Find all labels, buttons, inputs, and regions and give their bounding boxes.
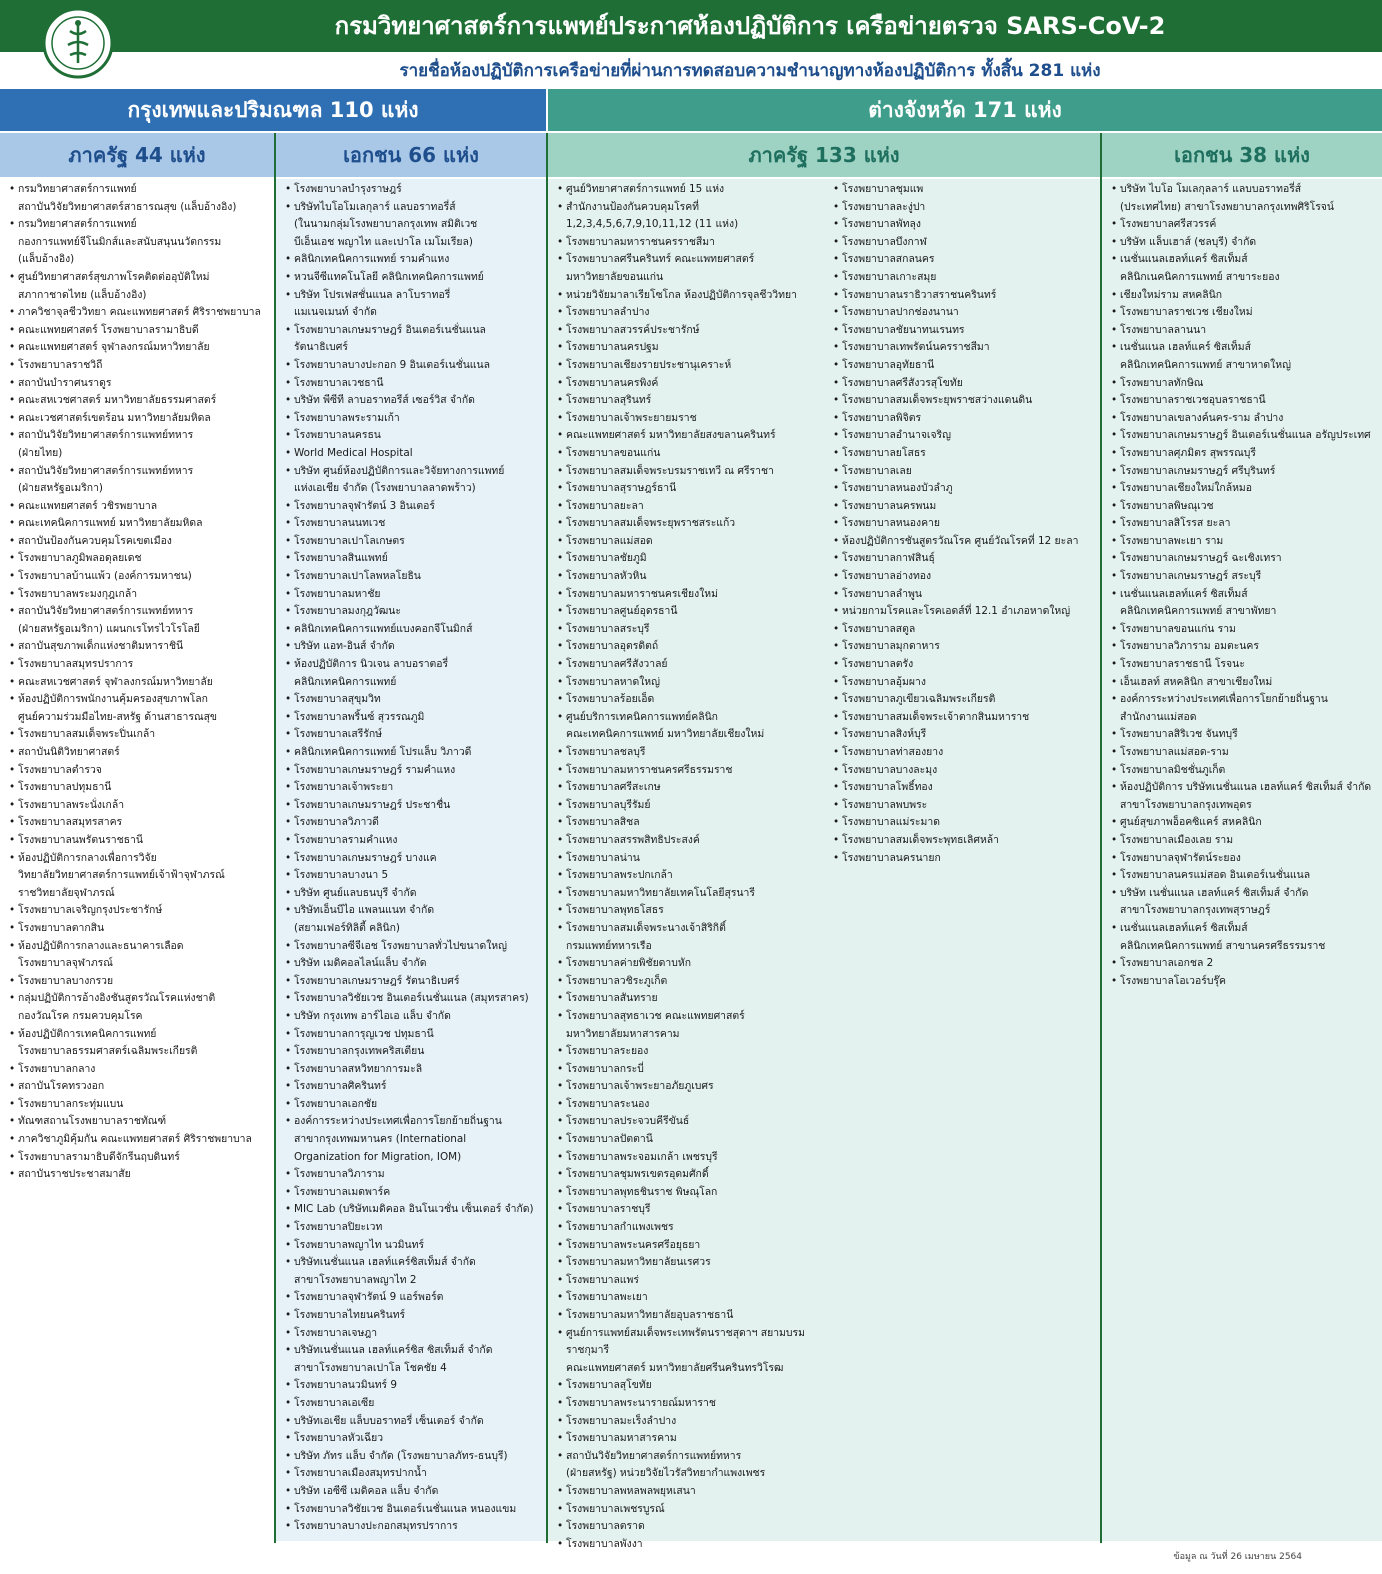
list-item: • โรงพยาบาลภูมิพลอดุลยเดช [18,550,270,568]
list-item: • โรงพยาบาลสวรรค์ประชารักษ์ [566,322,820,340]
list-item: • โรงพยาบาลพริ้นซ์ สุวรรณภูมิ [294,709,542,727]
list-item: • โรงพยาบาลพังงา [566,1536,820,1554]
list-item: • โรงพยาบาลพระมงกุฎเกล้า [18,586,270,604]
list-item: • โรงพยาบาลเกษมราษฎร์ สระบุรี [1120,568,1378,586]
list-item: • โรงพยาบาลแพร่ [566,1272,820,1290]
list-item: • โรงพยาบาลบ้านแพ้ว (องค์การมหาชน) [18,568,270,586]
list-item: • องค์การระหว่างประเทศเพื่อการโยกย้ายถิ่นฐาน สาขากรุงเทพมหานคร (International Organization for Migration, IOM) [294,1113,542,1166]
list-item: • ห้องปฏิบัติการเทคนิคการแพทย์ โรงพยาบาลธรรมศาสตร์เฉลิมพระเกียรติ [18,1026,270,1061]
list-item: • โรงพยาบาลพหลพลพยุหเสนา [566,1483,820,1501]
list-item: • โรงพยาบาลสรรพสิทธิประสงค์ [566,832,820,850]
list-item: • โรงพยาบาลโอเวอร์บรุ๊ค [1120,973,1378,991]
list-item: • บริษัท ภัทร แล็บ จำกัด (โรงพยาบาลภัทร-ธนบุรี) [294,1448,542,1466]
list-item: • บริษัท ศูนย์แลบธนบุรี จำกัด [294,885,542,903]
list-item: • โรงพยาบาลเสรีรักษ์ [294,726,542,744]
list-item: • โรงพยาบาลจุฬารัตน์ 3 อินเตอร์ [294,498,542,516]
list-item: • สถาบันวิจัยวิทยาศาสตร์การแพทย์ทหาร (ฝ่ายสหรัฐอเมริกา) แผนกเรโทรไวโรโลยี [18,603,270,638]
list-item: • โรงพยาบาลชลบุรี [566,744,820,762]
list-item: • โรงพยาบาลมหาวิทยาลัยเทคโนโลยีสุรนารี [566,885,820,903]
list-item: • โรงพยาบาลลำพูน [842,586,1096,604]
prov-private-header: เอกชน 38 แห่ง [1102,133,1382,177]
list-item: • บริษัท โปรเฟสชั่นแนล ลาโบราทอรี่ แมเนจเมนท์ จำกัด [294,287,542,322]
list-item: • กรมวิทยาศาสตร์การแพทย์ สถาบันวิจัยวิทยาศาสตร์สาธารณสุข (แล็บอ้างอิง) [18,181,270,216]
list-item: • สถาบันวิจัยวิทยาศาสตร์การแพทย์ทหาร (ฝ่ายไทย) [18,427,270,462]
list-item: • โรงพยาบาลศรีสังวาลย์ [566,656,820,674]
list-item: • โรงพยาบาลรามคำแหง [294,832,542,850]
list-item: • โรงพยาบาลบึงกาฬ [842,234,1096,252]
list-item: • โรงพยาบาลราชบุรี [566,1201,820,1219]
list-item: • โรงพยาบาลบางกรวย [18,973,270,991]
list-item: • โรงพยาบาลเกษมราษฎร์ อินเตอร์เนชั่นแนล รัตนาธิเบศร์ [294,322,542,357]
list-item: • คณะเวชศาสตร์เขตร้อน มหาวิทยาลัยมหิดล [18,410,270,428]
list-item: • โรงพยาบาลศูนย์อุดรธานี [566,603,820,621]
list-item: • บริษัทเนชั่นแนล เฮลท์แคร์ซิสเท็มส์ จำกัด สาขาโรงพยาบาลพญาไท 2 [294,1254,542,1289]
list-item: • กรมวิทยาศาสตร์การแพทย์ กองการแพทย์จีโนมิกส์และสนับสนุนนวัตกรรม (แล็บอ้างอิง) [18,216,270,269]
list-item: • ห้องปฏิบัติการ บริษัทเนชั่นแนล เฮลท์แคร์ ซิสเท็มส์ จำกัด สาขาโรงพยาบาลกรุงเทพอุดร [1120,779,1378,814]
list-item: • โรงพยาบาลสิโรรส ยะลา [1120,515,1378,533]
list-item: • สถาบันป้องกันควบคุมโรคเขตเมือง [18,533,270,551]
list-item: • โรงพยาบาลเอกชล 2 [1120,955,1378,973]
list-item: • ห้องปฏิบัติการกลางเพื่อการวิจัย วิทยาลัยวิทยาศาสตร์การแพทย์เจ้าฟ้าจุฬาภรณ์ ราชวิทยาลัยจุฬาภรณ์ [18,850,270,903]
list-item: • โรงพยาบาลราชวิถี [18,357,270,375]
list-item: • โรงพยาบาลวิภาวดี [294,814,542,832]
list-item: • ภาควิชาภูมิคุ้มกัน คณะแพทยศาสตร์ ศิริราชพยาบาล [18,1131,270,1149]
list-item: • โรงพยาบาลมหาสารคาม [566,1430,820,1448]
list-item: • โรงพยาบาลแม่สอด [566,533,820,551]
list-item: • โรงพยาบาลพะเยา [566,1289,820,1307]
list-item: • โรงพยาบาลลำปาง [566,304,820,322]
list-item: • โรงพยาบาลเมดพาร์ค [294,1184,542,1202]
list-item: • เนชั่นแนลเฮลท์แคร์ ซิสเท็มส์ คลินิกเทคนิคการแพทย์ สาขาพัทยา [1120,586,1378,621]
data-date-note: ข้อมูล ณ วันที่ 26 เมษายน 2564 [1173,1552,1302,1562]
list-item: • บริษัท เนชั่นแนล เฮลท์แคร์ ซิสเท็มส์ จำกัด สาขาโรงพยาบาลกรุงเทพสุราษฎร์ [1120,885,1378,920]
list-item: • โรงพยาบาลมงกุฎวัฒนะ [294,603,542,621]
list-item: • โรงพยาบาลมหาวิทยาลัยอุบลราชธานี [566,1307,820,1325]
list-item: • โรงพยาบาลปัตตานี [566,1131,820,1149]
list-item: • ศูนย์วิทยาศาสตร์สุขภาพโรคติดต่ออุบัติใหม่ สภากาชาดไทย (แล็บอ้างอิง) [18,269,270,304]
list-item: • โรงพยาบาลเจ้าพระยา [294,779,542,797]
list-item: • โรงพยาบาลนวมินทร์ 9 [294,1377,542,1395]
list-item: • โรงพยาบาลชุมแพ [842,181,1096,199]
page-title: กรมวิทยาศาสตร์การแพทย์ประกาศห้องปฏิบัติการ เครือข่ายตรวจ SARS-CoV-2 [334,12,1166,40]
list-item: • โรงพยาบาลนนทเวช [294,515,542,533]
list-item: • โรงพยาบาลสุขุมวิท [294,691,542,709]
list-item: • โรงพยาบาลสมเด็จพระยุพราชสระแก้ว [566,515,820,533]
list-item: • โรงพยาบาลบำรุงราษฎร์ [294,181,542,199]
list-item: • โรงพยาบาลภูเขียวเฉลิมพระเกียรติ [842,691,1096,709]
list-item: • โรงพยาบาลเจ้าพระยายมราช [566,410,820,428]
list-item: • โรงพยาบาลเกษมราษฎร์ ประชาชื่น [294,797,542,815]
list-item: • โรงพยาบาลเชียงรายประชานุเคราะห์ [566,357,820,375]
list-item: • โรงพยาบาลพุทธชินราช พิษณุโลก [566,1184,820,1202]
list-item: • โรงพยาบาลตราด [566,1518,820,1536]
list-item: • โรงพยาบาลค่ายพิชัยดาบหัก [566,955,820,973]
list-item: • โรงพยาบาลศรีสะเกษ [566,779,820,797]
list-item: • ศูนย์การแพทย์สมเด็จพระเทพรัตนราชสุดาฯ สยามบรมราชกุมารี คณะแพทยศาสตร์ มหาวิทยาลัยศรีนครินทรวิโรฒ [566,1325,820,1378]
list-item: • โรงพยาบาลท่าสองยาง [842,744,1096,762]
list-item: • บริษัทไบโอโมเลกุลาร์ แลบอราทอรี่ส์ (ในนามกลุ่มโรงพยาบาลกรุงเทพ สมิติเวช บีเอ็นเอช พญาไท และเปาโล เมโมเรียล) [294,199,542,252]
list-item: • โรงพยาบาลปิยะเวท [294,1219,542,1237]
list-item: • สถาบันนิติวิทยาศาสตร์ [18,744,270,762]
list-item: • โรงพยาบาลพิจิตร [842,410,1096,428]
list-item: • สถาบันวิจัยวิทยาศาสตร์การแพทย์ทหาร (ฝ่ายสหรัฐ) หน่วยวิจัยไวรัสวิทยากำแพงเพชร [566,1448,820,1483]
list-item: • โรงพยาบาลพระจอมเกล้า เพชรบุรี [566,1149,820,1167]
list-item: • โรงพยาบาลสินแพทย์ [294,550,542,568]
list-item: • บริษัทเอเชีย แล็บบอราทอรี่ เซ็นเตอร์ จำกัด [294,1413,542,1431]
list-item: • โรงพยาบาลซีจีเอช โรงพยาบาลทั่วไปขนาดใหญ่ [294,938,542,956]
list-item: • โรงพยาบาลกำแพงเพชร [566,1219,820,1237]
list-item: • โรงพยาบาลสมุทรสาคร [18,814,270,832]
list-item: • โรงพยาบาลเจษฎา [294,1325,542,1343]
list-item: • หวนจีซีแทคโนโลยี คลินิกเทคนิคการแพทย์ [294,269,542,287]
list-item: • โรงพยาบาลนครพิงค์ [566,375,820,393]
list-item: • โรงพยาบาลละงู่ปา [842,199,1096,217]
list-item: • โรงพยาบาลยโสธร [842,445,1096,463]
list-item: • โรงพยาบาลเปาโลพหลโยธิน [294,568,542,586]
list-item: • โรงพยาบาลเปาโลเกษตร [294,533,542,551]
list-item: • โรงพยาบาลมุกดาหาร [842,638,1096,656]
list-item: • โรงพยาบาลการุญเวช ปทุมธานี [294,1026,542,1044]
list-item: • ภาควิชาจุลชีววิทยา คณะแพทยศาสตร์ ศิริราชพยาบาล [18,304,270,322]
list-item: • โรงพยาบาลเกษมราษฎร์ บางแค [294,850,542,868]
region-provinces-header: ต่างจังหวัด 171 แห่ง [548,89,1382,131]
list-item: • โรงพยาบาลกระบี่ [566,1061,820,1079]
list-item: • โรงพยาบาลหนองคาย [842,515,1096,533]
list-item: • บริษัท ศูนย์ห้องปฏิบัติการและวิจัยทางการแพทย์ แห่งเอเชีย จำกัด (โรงพยาบาลลาดพร้าว) [294,463,542,498]
list-item: • โรงพยาบาลวิชัยเวช อินเตอร์เนชั่นแนล หนองแขม [294,1501,542,1519]
list-item: • โรงพยาบาลศรีสังวรสุโขทัย [842,375,1096,393]
list-item: • โรงพยาบาลชัยนาทนเรนทร [842,322,1096,340]
list-item: • เนชั่นแนลเฮลท์แคร์ ซิสเท็มส์ คลินิกเนคนิคการแพทย์ สาขาระยอง [1120,251,1378,286]
list-item: • โรงพยาบาลราชเวช เชียงใหม่ [1120,304,1378,322]
department-seal-icon [38,4,118,86]
column-divider [1100,133,1102,1543]
list-item: • โรงพยาบาลสันทราย [566,990,820,1008]
list-item: • โรงพยาบาลวิภาราม อมตะนคร [1120,638,1378,656]
list-item: • โรงพยาบาลมหาชัย [294,586,542,604]
list-item: • โรงพยาบาลมหาวิทยาลัยนเรศวร [566,1254,820,1272]
list-item: • คณะสหเวชศาสตร์ จุฬาลงกรณ์มหาวิทยาลัย [18,674,270,692]
list-item: • โรงพยาบาลอ่างทอง [842,568,1096,586]
list-item: • โรงพยาบาลบางละมุง [842,762,1096,780]
list-item: • โรงพยาบาลสิงห์บุรี [842,726,1096,744]
list-item: • โรงพยาบาลจุฬารัตน์ 9 แอร์พอร์ต [294,1289,542,1307]
list-item: • โรงพยาบาลเมืองเลย ราม [1120,832,1378,850]
list-item: • โรงพยาบาลพระนครศรีอยุธยา [566,1237,820,1255]
list-item: • โรงพยาบาลระยอง [566,1043,820,1061]
list-item: • สถาบันโรคทรวงอก [18,1078,270,1096]
list-item: • โรงพยาบาลโพธิ์ทอง [842,779,1096,797]
list-item: • โรงพยาบาลตำรวจ [18,762,270,780]
bkk-public-header: ภาครัฐ 44 แห่ง [0,133,274,177]
list-item: • โรงพยาบาลนครพนม [842,498,1096,516]
list-item: • โรงพยาบาลขอนแก่น [566,445,820,463]
list-item: • โรงพยาบาลเทพรัตน์นครราชสีมา [842,339,1096,357]
list-item: • โรงพยาบาลเมืองสมุทรปากน้ำ [294,1465,542,1483]
list-item: • โรงพยาบาลขอนแก่น ราม [1120,621,1378,639]
list-item: • โรงพยาบาลกาฬสินธุ์ [842,550,1096,568]
list-item: • โรงพยาบาลบางปะกอกสมุทรปราการ [294,1518,542,1536]
list-item: • โรงพยาบาลแม่ระมาด [842,814,1096,832]
list-item: • เนชั่นแนล เฮลท์แคร์ ซิสเท็มส์ คลินิกเทคนิคการแพทย์ สาขาหาดใหญ่ [1120,339,1378,374]
list-item: • โรงพยาบาลร้อยเอ็ด [566,691,820,709]
list-item: • โรงพยาบาลเกษมราษฎร์ ฉะเชิงเทรา [1120,550,1378,568]
list-item: • โรงพยาบาลพระนั่งเกล้า [18,797,270,815]
list-item: • คณะสหเวชศาสตร์ มหาวิทยาลัยธรรมศาสตร์ [18,392,270,410]
list-item: • โรงพยาบาลศิครินทร์ [294,1078,542,1096]
list-item: • โรงพยาบาลสระบุรี [566,621,820,639]
list-item: • โรงพยาบาลเวชธานี [294,375,542,393]
list-item: • บริษัท เมดิคอลไลน์แล็บ จำกัด [294,955,542,973]
list-item: • ทัณฑสถานโรงพยาบาลราชทัณฑ์ [18,1113,270,1131]
list-item: • โรงพยาบาลรามาธิบดีจักรีนฤบดินทร์ [18,1149,270,1167]
list-item: • โรงพยาบาลพญาไท นวมินทร์ [294,1237,542,1255]
list-item: • ห้องปฏิบัติการ นิวเจน ลาบอราตอรี่ คลินิกเทคนิคการแพทย์ [294,656,542,691]
list-item: • โรงพยาบาลสกลนคร [842,251,1096,269]
list-item: • โรงพยาบาลเจริญกรุงประชารักษ์ [18,902,270,920]
list-item: • โรงพยาบาลพะเยา ราม [1120,533,1378,551]
list-item: • โรงพยาบาลเกาะสมุย [842,269,1096,287]
list-item: • โรงพยาบาลพัทลุง [842,216,1096,234]
list-item: • โรงพยาบาลเกษมราษฎร์ รามคำแหง [294,762,542,780]
list-item: • โรงพยาบาลเอกชัย [294,1096,542,1114]
list-item: • โรงพยาบาลปทุมธานี [18,779,270,797]
list-item: • โรงพยาบาลนครปฐม [566,339,820,357]
list-item: • โรงพยาบาลพระนารายณ์มหาราช [566,1395,820,1413]
list-item: • โรงพยาบาลบุรีรัมย์ [566,797,820,815]
bkk-private-header: เอกชน 66 แห่ง [276,133,546,177]
list-item: • โรงพยาบาลสมเด็จพระบรมราชเทวี ณ ศรีราชา [566,463,820,481]
list-item: • บริษัท พีซีที ลาบอราทอรีส์ เซอร์วิส จำกัด [294,392,542,410]
list-item: • ศูนย์สุขภาพอ็อคซิแคร์ สหคลินิก [1120,814,1378,832]
list-item: • โรงพยาบาลน่าน [566,850,820,868]
list-item: • โรงพยาบาลสุราษฎร์ธานี [566,480,820,498]
list-item: • โรงพยาบาลเจ้าพระยาอภัยภูเบศร [566,1078,820,1096]
list-item: • โรงพยาบาลสมเด็จพระปิ่นเกล้า [18,726,270,744]
list-item: • หน่วยวิจัยมาลาเรียโซโกล ห้องปฏิบัติการจุลชีววิทยา [566,287,820,305]
list-item: • โรงพยาบาลพิษณุเวช [1120,498,1378,516]
list-item: • โรงพยาบาลเอเซีย [294,1395,542,1413]
list-item: • โรงพยาบาลมะเร็งลำปาง [566,1413,820,1431]
list-item: • โรงพยาบาลเกษมราษฎร์ ศรีบุรินทร์ [1120,463,1378,481]
list-item: • โรงพยาบาลหัวเฉียว [294,1430,542,1448]
list-item: • โรงพยาบาลศรีนครินทร์ คณะแพทยศาสตร์ มหาวิทยาลัยขอนแก่น [566,251,820,286]
list-item: • โรงพยาบาลประจวบคีรีขันธ์ [566,1113,820,1131]
list-item: • โรงพยาบาลวิชัยเวช อินเตอร์เนชั่นแนล (สมุทรสาคร) [294,990,542,1008]
list-item: • เชียงใหม่ราม สหคลินิก [1120,287,1378,305]
column-divider [546,133,548,1543]
list-item: • ห้องปฏิบัติการกลางและธนาคารเลือด โรงพยาบาลจุฬาภรณ์ [18,938,270,973]
list-item: • สถาบันราชประชาสมาสัย [18,1166,270,1184]
list-item: • โรงพยาบาลหัวหิน [566,568,820,586]
prov-public-list-a [548,179,824,1550]
list-item: • โรงพยาบาลอำนาจเจริญ [842,427,1096,445]
list-item: • World Medical Hospital [294,445,542,463]
list-item: • โรงพยาบาลสิริเวช จันทบุรี [1120,726,1378,744]
list-item: • ห้องปฏิบัติการพนักงานคุ้มครองสุขภาพโลก ศูนย์ความร่วมมือไทย-สหรัฐ ด้านสาธารณสุข [18,691,270,726]
column-divider [274,133,276,1543]
list-item: • โรงพยาบาลมหาราชนครศรีธรรมราช [566,762,820,780]
list-item: • โรงพยาบาลนครธน [294,427,542,445]
region-bangkok-header: กรุงเทพและปริมณฑล 110 แห่ง [0,89,546,131]
list-item: • องค์การระหว่างประเทศเพื่อการโยกย้ายถิ่นฐาน สำนักงานแม่สอด [1120,691,1378,726]
list-item: • โรงพยาบาลกลาง [18,1061,270,1079]
list-item: • MIC Lab (บริษัทเมดิคอล อินโนเวชั่น เซ็นเตอร์ จำกัด) [294,1201,542,1219]
list-item: • บริษัท กรุงเทพ อาร์ไอเอ แล็บ จำกัด [294,1008,542,1026]
list-item: • โรงพยาบาลเชียงใหม่ใกล้หมอ [1120,480,1378,498]
list-item: • บริษัทเอ็นบีไอ แพลนแนท จำกัด (สยามเฟอร์ทิลิตี้ คลินิก) [294,902,542,937]
list-item: • โรงพยาบาลเลย [842,463,1096,481]
list-item: • ศูนย์วิทยาศาสตร์การแพทย์ 15 แห่ง [566,181,820,199]
list-item: • โรงพยาบาลตากสิน [18,920,270,938]
list-item: • โรงพยาบาลนราธิวาสราชนครินทร์ [842,287,1096,305]
prov-public-list-b [824,179,1100,1541]
list-item: • โรงพยาบาลวิภาราม [294,1166,542,1184]
bkk-private-list [276,179,546,1541]
list-item: • โรงพยาบาลอุทัยธานี [842,357,1096,375]
list-item: • บริษัท แล็บเฮาส์ (ชลบุรี) จำกัด [1120,234,1378,252]
list-item: • กลุ่มปฏิบัติการอ้างอิงชันสูตรวัณโรคแห่งชาติ กองวัณโรค กรมควบคุมโรค [18,990,270,1025]
list-item: • โรงพยาบาลแม่สอด-ราม [1120,744,1378,762]
list-item: • คณะแพทยศาสตร์ โรงพยาบาลรามาธิบดี [18,322,270,340]
list-item: • โรงพยาบาลสุรินทร์ [566,392,820,410]
list-item: • บริษัทเนชั่นแนล เฮลท์แคร์ซิส ซิสเท็มส์ จำกัด สาขาโรงพยาบาลเปาโล โชคชัย 4 [294,1342,542,1377]
list-item: • โรงพยาบาลลานนา [1120,322,1378,340]
bkk-public-list [0,179,274,1541]
list-item: • หน่วยกามโรคและโรคเอดส์ที่ 12.1 อำเภอหาดใหญ่ [842,603,1096,621]
list-item: • โรงพยาบาลกระทุ่มแบน [18,1096,270,1114]
list-item: • โรงพยาบาลอุ้มผาง [842,674,1096,692]
list-item: • โรงพยาบาลสมุทรปราการ [18,656,270,674]
prov-public-header: ภาครัฐ 133 แห่ง [548,133,1100,177]
list-item: • บริษัท เอซีซี เมดิคอล แล็บ จำกัด [294,1483,542,1501]
list-item: • สถาบันสุขภาพเด็กแห่งชาติมหาราชินี [18,638,270,656]
list-item: • โรงพยาบาลวชิระภูเก็ต [566,973,820,991]
list-item: • โรงพยาบาลทักษิณ [1120,375,1378,393]
list-item: • สำนักงานป้องกันควบคุมโรคที่ 1,2,3,4,5,6,7,9,10,11,12 (11 แห่ง) [566,199,820,234]
list-item: • โรงพยาบาลมิชชั่นภูเก็ต [1120,762,1378,780]
page-subtitle: รายชื่อห้องปฏิบัติการเครือข่ายที่ผ่านการทดสอบความชำนาญทางห้องปฏิบัติการ ทั้งสิ้น 281 แห่ง [399,61,1101,81]
list-item: • โรงพยาบาลระนอง [566,1096,820,1114]
list-item: • โรงพยาบาลปากช่องนานา [842,304,1096,322]
list-item: • โรงพยาบาลหาดใหญ่ [566,674,820,692]
prov-private-list [1102,179,1382,1541]
list-item: • โรงพยาบาลสมเด็จพระนางเจ้าสิริกิติ์ กรมแพทย์ทหารเรือ [566,920,820,955]
list-item: • บริษัท แอท-อินส์ จำกัด [294,638,542,656]
list-item: • โรงพยาบาลสมเด็จพระยุพราชสว่างแดนดิน [842,392,1096,410]
list-item: • เอ็นเฮลท์ สหคลินิก สาขาเชียงใหม่ [1120,674,1378,692]
list-item: • โรงพยาบาลเพชรบูรณ์ [566,1501,820,1519]
list-item: • โรงพยาบาลเขลางค์นคร-ราม ลำปาง [1120,410,1378,428]
list-item: • โรงพยาบาลศุภมิตร สุพรรณบุรี [1120,445,1378,463]
list-item: • บริษัท ไบโอ โมเลกุลลาร์ แลบบอราทอรี่ส์ (ประเทศไทย) สาขาโรงพยาบาลกรุงเทพศิริโรจน์ [1120,181,1378,216]
list-item: • คลินิกเทคนิคการแพทย์แบงคอกจีโนมิกส์ [294,621,542,639]
list-item: • คลินิกเทคนิคการแพทย์ รามคำแหง [294,251,542,269]
list-item: • คณะแพทยศาสตร์ มหาวิทยาลัยสงขลานครินทร์ [566,427,820,445]
list-item: • โรงพยาบาลยะลา [566,498,820,516]
list-item: • โรงพยาบาลจุฬารัตน์ระยอง [1120,850,1378,868]
list-item: • โรงพยาบาลราชเวชอุบลราชธานี [1120,392,1378,410]
list-item: • โรงพยาบาลนพรัตนราชธานี [18,832,270,850]
list-item: • โรงพยาบาลมหาราชนครราชสีมา [566,234,820,252]
list-item: • เนชั่นแนลเฮลท์แคร์ ซิสเท็มส์ คลินิกเทคนิคการแพทย์ สาขานครศรีธรรมราช [1120,920,1378,955]
list-item: • โรงพยาบาลสมเด็จพระเจ้าตากสินมหาราช [842,709,1096,727]
list-item: • โรงพยาบาลพระรามเก้า [294,410,542,428]
list-item: • ศูนย์บริการเทคนิคการแพทย์คลินิก คณะเทคนิคการแพทย์ มหาวิทยาลัยเชียงใหม่ [566,709,820,744]
list-item: • โรงพยาบาลสุโขทัย [566,1377,820,1395]
list-item: • โรงพยาบาลพบพระ [842,797,1096,815]
list-item: • โรงพยาบาลบางปะกอก 9 อินเตอร์เนชั่นแนล [294,357,542,375]
list-item: • โรงพยาบาลกรุงเทพคริสเตียน [294,1043,542,1061]
list-item: • โรงพยาบาลอุตรดิตถ์ [566,638,820,656]
list-item: • โรงพยาบาลศรีสวรรค์ [1120,216,1378,234]
list-item: • โรงพยาบาลสิชล [566,814,820,832]
list-item: • คณะแพทยศาสตร์ วชิรพยาบาล [18,498,270,516]
list-item: • โรงพยาบาลสตูล [842,621,1096,639]
list-item: • คลินิกเทคนิคการแพทย์ โปรแล็บ วิภาวดี [294,744,542,762]
list-item: • โรงพยาบาลนครนายก [842,850,1096,868]
list-item: • โรงพยาบาลชัยภูมิ [566,550,820,568]
list-item: • โรงพยาบาลตรัง [842,656,1096,674]
list-item: • คณะแพทยศาสตร์ จุฬาลงกรณ์มหาวิทยาลัย [18,339,270,357]
list-item: • โรงพยาบาลเกษมราษฎร์ รัตนาธิเบศร์ [294,973,542,991]
list-item: • โรงพยาบาลสหวิทยาการมะลิ [294,1061,542,1079]
list-item: • โรงพยาบาลนครแม่สอด อินเตอร์เนชั่นแนล [1120,867,1378,885]
list-item: • คณะเทคนิคการแพทย์ มหาวิทยาลัยมหิดล [18,515,270,533]
list-item: • สถาบันวิจัยวิทยาศาสตร์การแพทย์ทหาร (ฝ่ายสหรัฐอเมริกา) [18,463,270,498]
list-item: • โรงพยาบาลสุทธาเวช คณะแพทยศาสตร์ มหาวิทยาลัยมหาสารคาม [566,1008,820,1043]
list-item: • ห้องปฏิบัติการชันสูตรวัณโรค ศูนย์วัณโรคที่ 12 ยะลา [842,533,1096,551]
list-item: • สถาบันบำราศนราดูร [18,375,270,393]
list-item: • โรงพยาบาลพุทธโสธร [566,902,820,920]
list-item: • โรงพยาบาลหนองบัวลำภู [842,480,1096,498]
list-item: • โรงพยาบาลสมเด็จพระพุทธเลิศหล้า [842,832,1096,850]
list-item: • โรงพยาบาลชุมพรเขตรอุดมศักดิ์ [566,1166,820,1184]
list-item: • โรงพยาบาลราชธานี โรจนะ [1120,656,1378,674]
list-item: • โรงพยาบาลเกษมราษฎร์ อินเตอร์เนชั่นแนล อรัญประเทศ [1120,427,1378,445]
list-item: • โรงพยาบาลพระปกเกล้า [566,867,820,885]
list-item: • โรงพยาบาลบางนา 5 [294,867,542,885]
list-item: • โรงพยาบาลไทยนครินทร์ [294,1307,542,1325]
list-item: • โรงพยาบาลมหาราชนครเชียงใหม่ [566,586,820,604]
